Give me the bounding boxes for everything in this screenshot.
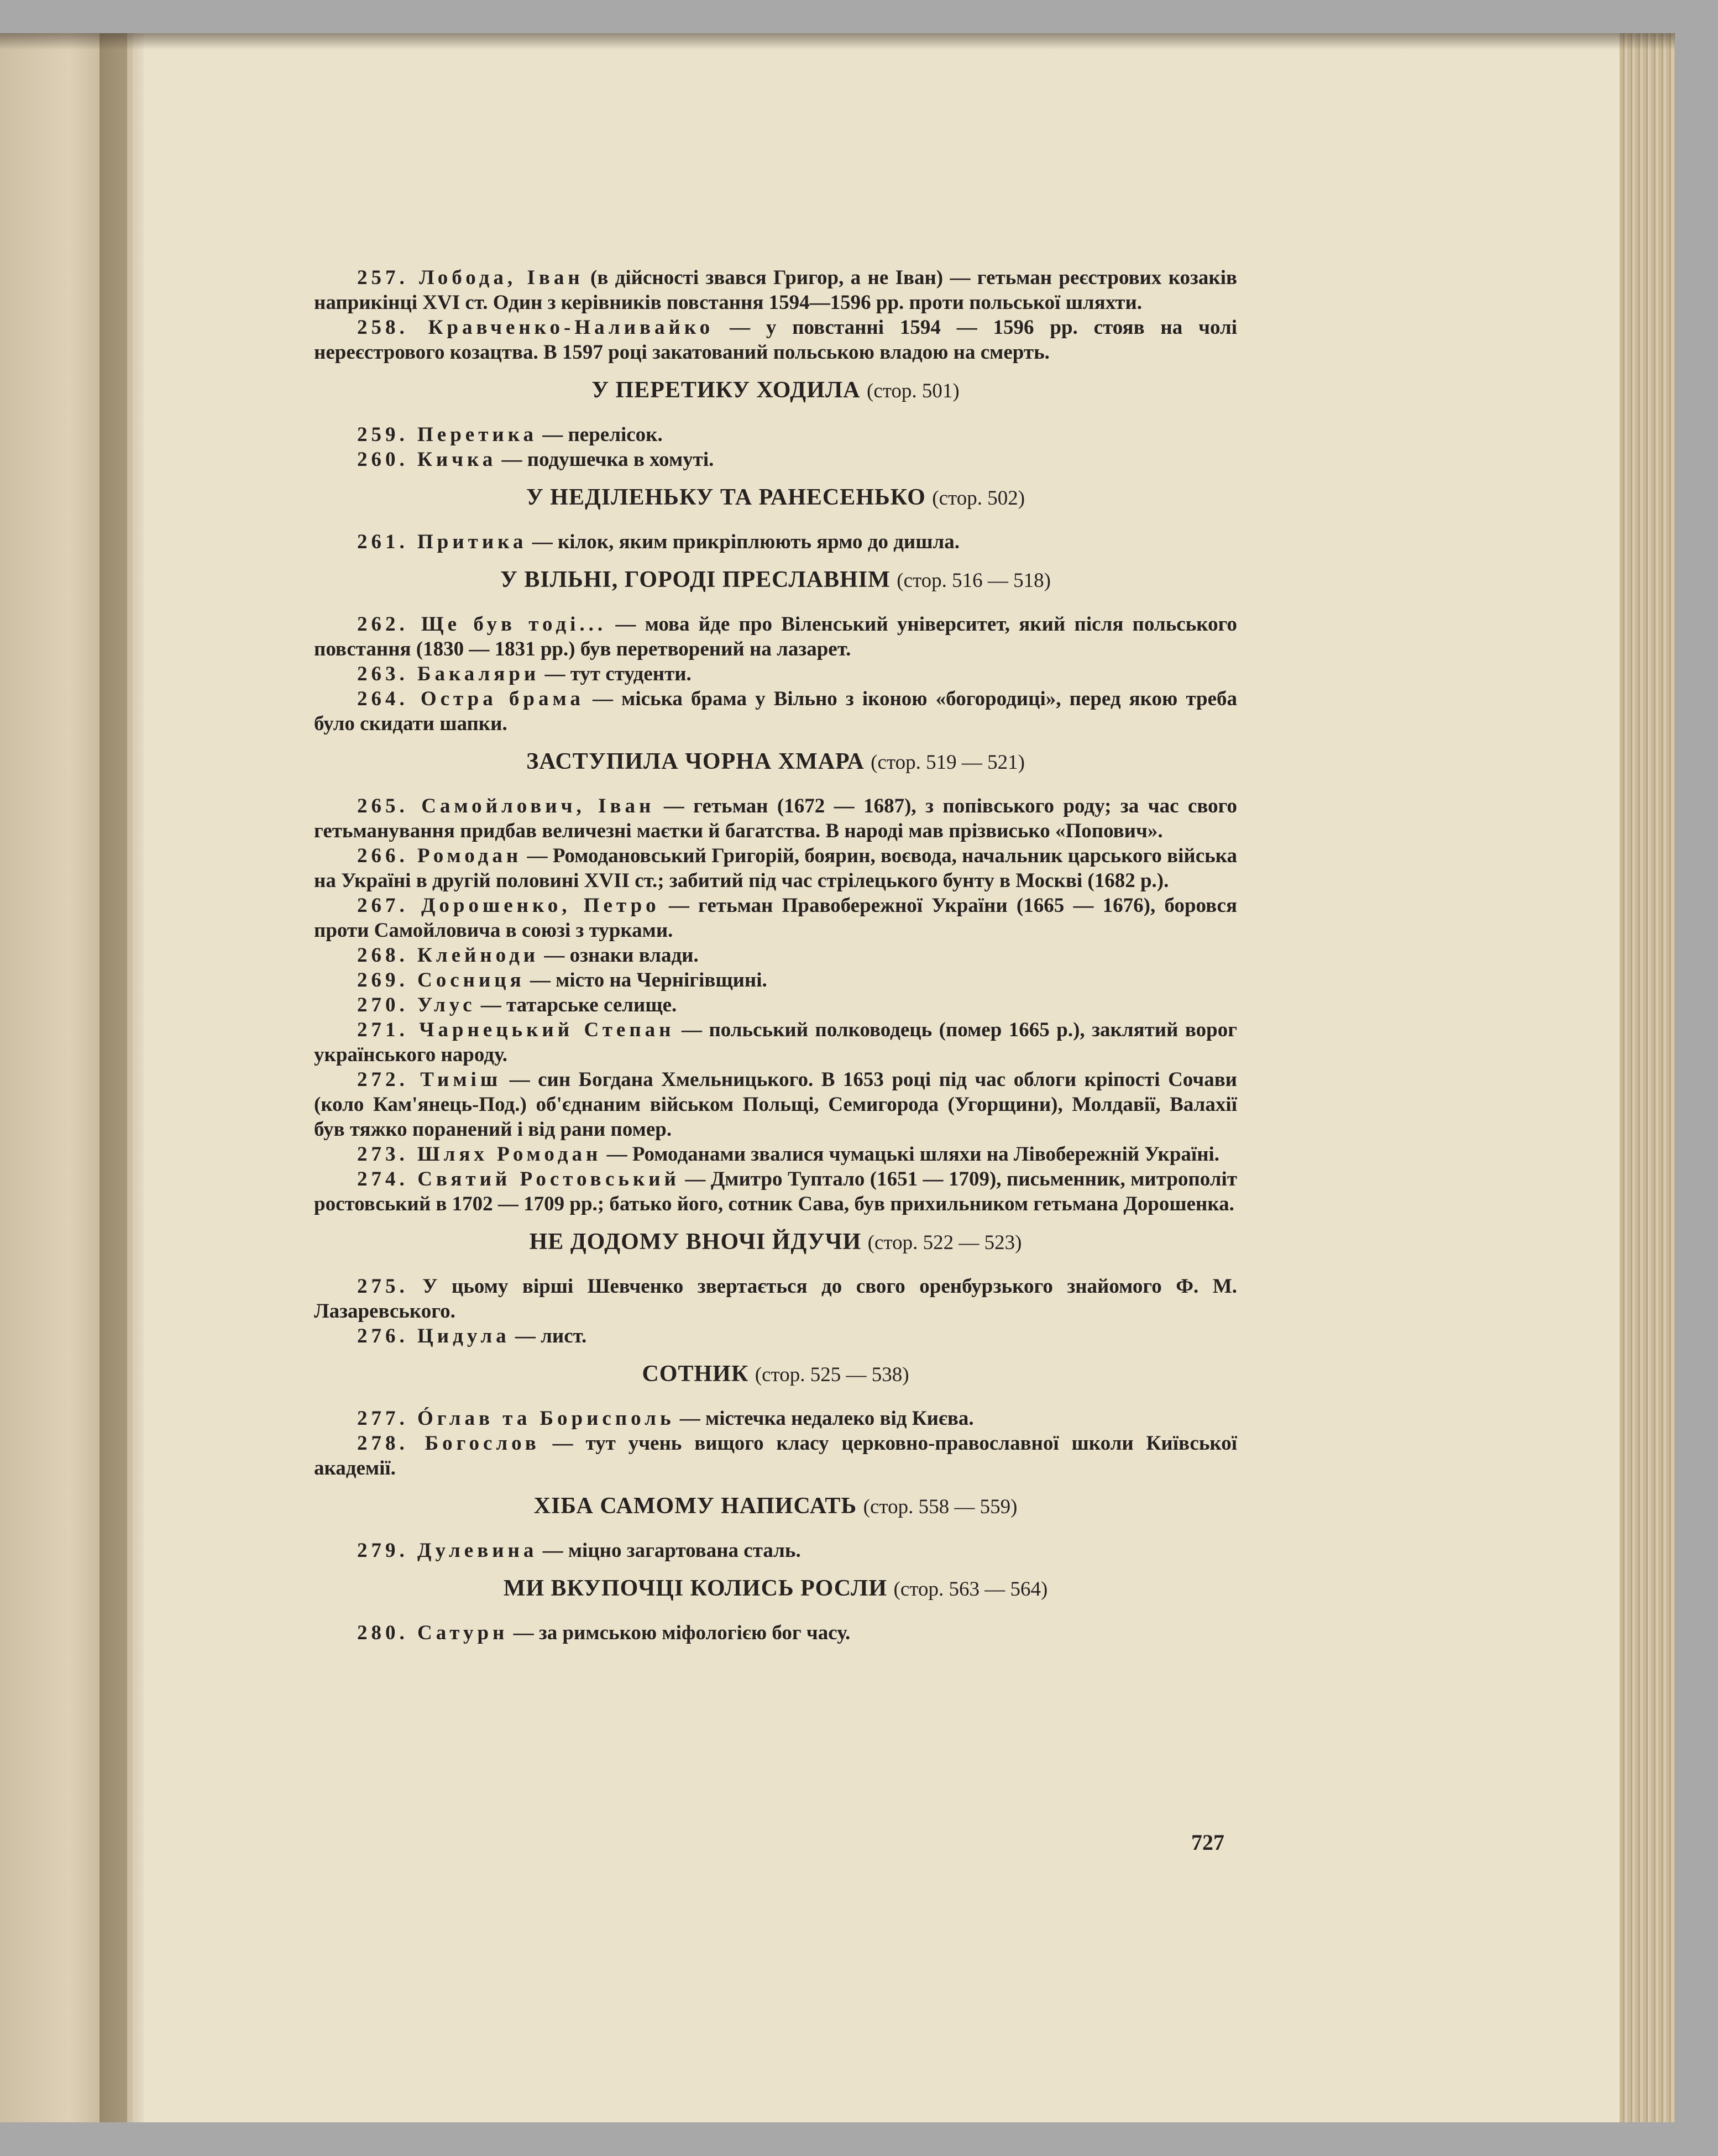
note-lemma: 277. Óглав та Борисполь bbox=[357, 1407, 675, 1430]
note-lemma: 270. Улус bbox=[357, 994, 476, 1016]
section-heading bbox=[314, 485, 1237, 511]
note-text: (в дійсності звався Григор, а не Іван) — гетьман реєстрових козаків наприкінці XVI ст. Один з керівників повстання 1594—1596 рр. проти польської шляхти. bbox=[314, 266, 1237, 314]
section-pages: (стор. 516 — 518) bbox=[897, 569, 1051, 592]
note-lemma: 280. Сатурн bbox=[357, 1622, 509, 1644]
note-text: — мова йде про Віленський університет, який після польського повстання (1830 — 1831 рр.) був перетворений на лазарет. bbox=[314, 613, 1238, 660]
section-heading bbox=[314, 1494, 1237, 1519]
section-heading bbox=[314, 568, 1237, 593]
note-text: — Ромоданами звалися чумацькі шляхи на Лівобережній Україні. bbox=[601, 1143, 1220, 1166]
note-text: — Ромодановський Григорій, боярин, воєвода, начальник царського війська на Україні в другій половині XVII ст.; забитий під час стрілецького бунту в Москві (1682 р.). bbox=[314, 844, 1237, 892]
note-entry bbox=[314, 447, 1237, 472]
note-entry bbox=[314, 1431, 1237, 1481]
note-lemma: 257. Лобода, Іван bbox=[357, 266, 584, 289]
note-entry bbox=[314, 612, 1237, 662]
note-entry bbox=[314, 993, 1237, 1017]
section-pages: (стор. 525 — 538) bbox=[755, 1363, 909, 1386]
note-text: — міська брама у Вільно з іконою «богородиці», перед якою треба було скидати шапки. bbox=[314, 688, 1238, 735]
note-lemma: 276. Цидула bbox=[357, 1325, 510, 1347]
note-entry bbox=[314, 662, 1237, 686]
note-text: — подушечка в хомуті. bbox=[496, 448, 714, 471]
section-title: У ВІЛЬНІ, ГОРОДІ ПРЕСЛАВНІМ bbox=[500, 567, 891, 592]
note-text: — перелісок. bbox=[537, 423, 663, 446]
note-lemma: 262. Ще був тоді... bbox=[357, 613, 607, 636]
note-text: — тут студенти. bbox=[540, 663, 692, 685]
note-text: У цьому вірші Шевченко звертається до свого оренбурзького знайомого Ф. М. Лазаревського. bbox=[314, 1275, 1237, 1323]
note-text: — у повстанні 1594 — 1596 рр. стояв на чолі нереєстрового козацтва. В 1597 році закатований польською владою на смерть. bbox=[314, 316, 1237, 364]
section-title: МИ ВКУПОЧЦІ КОЛИСЬ РОСЛИ bbox=[503, 1576, 888, 1601]
section-heading bbox=[314, 749, 1237, 775]
note-entry bbox=[314, 686, 1237, 736]
page-edges bbox=[1620, 33, 1675, 2122]
section-pages: (стор. 522 — 523) bbox=[867, 1231, 1022, 1254]
note-lemma: 279. Дулевина bbox=[357, 1539, 538, 1562]
note-lemma: 263. Бакаляри bbox=[357, 663, 540, 685]
note-lemma: 260. Кичка bbox=[357, 448, 497, 471]
section-title: НЕ ДОДОМУ ВНОЧІ ЙДУЧИ bbox=[529, 1229, 862, 1255]
note-entry bbox=[314, 943, 1237, 968]
note-lemma: 258. Кравченко-Наливайко bbox=[357, 316, 714, 339]
note-entry bbox=[314, 1538, 1237, 1563]
section-heading bbox=[314, 1576, 1237, 1602]
note-entry bbox=[314, 265, 1237, 315]
note-entry bbox=[314, 1142, 1237, 1167]
note-lemma: 261. Притика bbox=[357, 531, 527, 553]
page-number: 727 bbox=[1191, 1830, 1224, 1855]
note-entry bbox=[314, 968, 1237, 993]
section-heading bbox=[314, 378, 1237, 403]
note-text: — містечка недалеко від Києва. bbox=[674, 1407, 974, 1430]
note-lemma: 264. Остра брама bbox=[357, 688, 584, 710]
section-title: У ПЕРЕТИКУ ХОДИЛА bbox=[591, 377, 861, 403]
note-entry bbox=[314, 794, 1237, 843]
note-lemma: 265. Самойлович, Іван bbox=[357, 795, 655, 817]
note-text: — лист. bbox=[510, 1325, 587, 1347]
note-text: — син Богдана Хмельницького. В 1653 році під час облоги кріпості Сочави (коло Кам'янець-Под.) об'єднаним військом Польщі, Семигорода (Угорщини), Молдавії, Валахії був тяжко поранений і від рани помер. bbox=[314, 1068, 1238, 1141]
section-heading bbox=[314, 1362, 1237, 1387]
note-entry bbox=[314, 422, 1237, 447]
note-text: — кілок, яким прикріплюють ярмо до дишла. bbox=[527, 531, 960, 553]
book-scan bbox=[0, 33, 1675, 2122]
note-entry bbox=[314, 315, 1237, 365]
book-gutter bbox=[99, 33, 144, 2122]
note-text: — польський полководець (помер 1665 р.), заклятий ворог українського народу. bbox=[314, 1019, 1237, 1066]
section-pages: (стор. 558 — 559) bbox=[863, 1496, 1018, 1518]
note-text: — тут учень вищого класу церковно-православної школи Київської академії. bbox=[314, 1432, 1238, 1480]
note-lemma: 267. Дорошенко, Петро bbox=[357, 894, 660, 917]
note-entry bbox=[314, 1324, 1237, 1349]
note-lemma: 274. Святий Ростовський bbox=[357, 1168, 680, 1190]
section-title: СОТНИК bbox=[642, 1361, 749, 1387]
note-lemma: 268. Клейноди bbox=[357, 944, 540, 967]
note-text: — місто на Чернігівщині. bbox=[525, 969, 767, 992]
notes-column bbox=[314, 265, 1237, 1645]
note-text: — ознаки влади. bbox=[539, 944, 699, 967]
note-entry bbox=[314, 1620, 1237, 1645]
note-lemma: 259. Перетика bbox=[357, 423, 537, 446]
section-pages: (стор. 519 — 521) bbox=[871, 751, 1025, 774]
note-lemma: 269. Сосниця bbox=[357, 969, 525, 992]
note-entry bbox=[314, 529, 1237, 554]
section-pages: (стор. 563 — 564) bbox=[893, 1578, 1048, 1601]
note-entry bbox=[314, 1406, 1237, 1431]
top-shadow bbox=[0, 33, 1675, 50]
note-entry bbox=[314, 1017, 1237, 1067]
note-entry bbox=[314, 893, 1237, 943]
note-lemma: 275. bbox=[357, 1275, 408, 1298]
note-text: — за римською міфологією бог часу. bbox=[508, 1622, 851, 1644]
note-lemma: 271. Чарнецький Степан bbox=[357, 1019, 675, 1041]
section-heading bbox=[314, 1230, 1237, 1255]
note-text: — татарське селище. bbox=[475, 994, 677, 1016]
note-entry bbox=[314, 1167, 1237, 1216]
note-lemma: 273. Шлях Ромодан bbox=[357, 1143, 602, 1166]
note-lemma: 272. Тиміш bbox=[357, 1068, 502, 1091]
note-entry bbox=[314, 1067, 1237, 1142]
note-lemma: 266. Ромодан bbox=[357, 844, 522, 867]
note-entry bbox=[314, 1274, 1237, 1324]
note-entry bbox=[314, 843, 1237, 893]
section-title: ХІБА САМОМУ НАПИСАТЬ bbox=[533, 1493, 857, 1519]
note-text: — гетьман (1672 — 1687), з попівського роду; за час свого гетьманування придбав величезні маєтки й багатства. В народі мав прізвисько «Попович». bbox=[314, 795, 1237, 842]
note-lemma: 278. Богослов bbox=[357, 1432, 540, 1455]
note-text: — гетьман Правобережної України (1665 — 1676), боровся проти Самойловича в союзі з турками. bbox=[314, 894, 1237, 942]
section-title: ЗАСТУПИЛА ЧОРНА ХМАРА bbox=[526, 749, 865, 774]
section-pages: (стор. 501) bbox=[867, 380, 960, 402]
section-pages: (стор. 502) bbox=[932, 487, 1025, 510]
note-text: — міцно загартована сталь. bbox=[537, 1539, 801, 1562]
section-title: У НЕДІЛЕНЬКУ ТА РАНЕСЕНЬКО bbox=[526, 485, 926, 510]
note-text: — Дмитро Туптало (1651 — 1709), письменник, митрополіт ростовський в 1702 — 1709 рр.; батько його, сотник Сава, був прихильником гетьмана Дорошенка. bbox=[314, 1168, 1237, 1215]
